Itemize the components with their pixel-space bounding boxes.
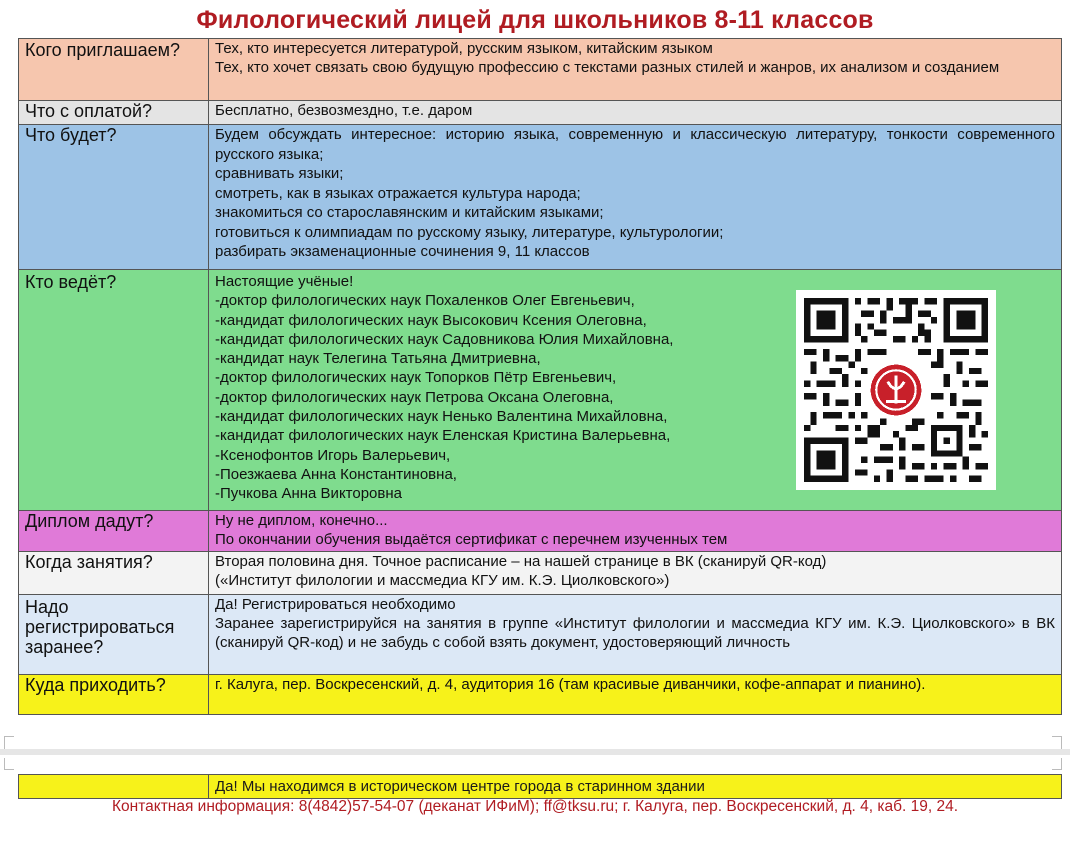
bottom-note: Да! Мы находимся в историческом центре города в старинном здании (209, 775, 1062, 799)
question-cell: Диплом дадут? (19, 511, 209, 552)
teacher-item: -доктор филологических наук Петрова Оксана Олеговна, (215, 388, 614, 406)
contact-info: Контактная информация: 8(4842)57-54-07 (деканат ИФиМ); ff@tksu.ru; г. Калуга, пер. Воскресенский, д. 4, каб. 19, 24. (111, 798, 959, 815)
answer-cell (209, 511, 1062, 552)
qr-code-graphic (804, 298, 988, 482)
answer-line: разбирать экзаменационные сочинения 9, 11 классов (215, 243, 590, 260)
answer-line: По окончании обучения выдаётся сертификат с перечнем изученных тем (215, 531, 728, 549)
teacher-item: -кандидат филологических наук Ненько Валентина Михайловна, (215, 408, 668, 426)
row-who-invited (19, 39, 1062, 101)
teacher-item: -кандидат наук Телегина Татьяна Дмитриевна, (215, 350, 541, 368)
answer-line: Вторая половина дня. Точное расписание – на нашей странице в ВК (сканируй QR-код) (215, 553, 827, 570)
page-corner-mark (4, 736, 14, 750)
page-corner-mark (4, 758, 14, 770)
question-cell: Надо регистрироваться заранее? (19, 595, 209, 675)
answer-cell (209, 125, 1062, 270)
page-corner-mark (1052, 736, 1062, 750)
question-cell: Когда занятия? (19, 552, 209, 595)
page-corner-mark (1052, 758, 1062, 770)
question-cell: Что будет? (19, 125, 209, 270)
row-schedule (19, 552, 1062, 595)
teacher-item: -доктор филологических наук Похаленков Олег Евгеньевич, (215, 292, 635, 310)
answer-line: («Институт филологии и массмедиа КГУ им. К.Э. Циолковского») (215, 572, 670, 590)
row-teachers (19, 270, 1062, 511)
answer-line: Тех, кто хочет связать свою будущую профессию с текстами разных стилей и жанров, их анализом и созданием (215, 59, 1000, 77)
teacher-item: -кандидат филологических наук Садовникова Юлия Михайловна, (215, 330, 674, 348)
answer-line: Будем обсуждать интересное: историю языка, современную и классическую литературу, тонкости современного русского языка; (215, 126, 1055, 163)
teacher-item: -доктор филологических наук Топорков Пётр Евгеньевич, (215, 369, 617, 387)
row-bottom-note (19, 775, 1062, 799)
answer-line: знакомиться со старославянским и китайским языками; (215, 204, 604, 221)
info-table (18, 38, 1062, 715)
row-location (19, 675, 1062, 715)
teacher-item: -Пучкова Анна Викторовна (215, 485, 402, 503)
answer-cell (209, 595, 1062, 675)
page-title: Филологический лицей для школьников 8-11 классов (196, 6, 874, 34)
page-break-divider (0, 749, 1070, 755)
answer-line: Ну не диплом, конечно... (215, 512, 388, 529)
answer-line: сравнивать языки; (215, 165, 344, 182)
row-diploma (19, 511, 1062, 552)
answer-cell (209, 39, 1062, 101)
row-what-will-be (19, 125, 1062, 270)
question-cell: Кто ведёт? (19, 270, 209, 511)
teacher-item: -Поезжаева Анна Константиновна, (215, 465, 457, 483)
answer-cell (209, 101, 1062, 125)
question-cell: Куда приходить? (19, 675, 209, 715)
qr-code-icon[interactable] (796, 290, 996, 490)
teacher-item: -Ксенофонтов Игорь Валерьевич, (215, 446, 451, 464)
answer-line: Заранее зарегистрируйся на занятия в группе «Институт филологии и массмедиа КГУ им. К.Э. Циолковского» в ВК (сканируй QR-код) и не забудь с собой взять документ, удостоверяющий личность (215, 615, 1055, 652)
bottom-note-table (18, 774, 1062, 799)
answer-line: г. Калуга, пер. Воскресенский, д. 4, аудитория 16 (там красивые диванчики, кофе-аппарат и пианино). (215, 676, 926, 693)
answer-cell (209, 552, 1062, 595)
answer-line: Тех, кто интересуется литературой, русским языком, китайским языком (215, 40, 713, 57)
row-registration (19, 595, 1062, 675)
answer-cell (209, 270, 1062, 511)
row-payment (19, 101, 1062, 125)
answer-line: Настоящие учёные! (215, 273, 354, 290)
answer-line: смотреть, как в языках отражается культура народа; (215, 184, 581, 202)
empty-cell (19, 775, 209, 799)
answer-line: Бесплатно, безвозмездно, т.е. даром (215, 102, 473, 119)
teacher-item: -кандидат филологических наук Высокович Ксения Олеговна, (215, 311, 647, 329)
teacher-item: -кандидат филологических наук Еленская Кристина Валерьевна, (215, 427, 671, 445)
answer-cell (209, 675, 1062, 715)
answer-line: готовиться к олимпиадам по русскому языку, литературе, культурологии; (215, 223, 724, 241)
question-cell: Кого приглашаем? (19, 39, 209, 101)
answer-line: Да! Регистрироваться необходимо (215, 596, 456, 613)
question-cell: Что с оплатой? (19, 101, 209, 125)
